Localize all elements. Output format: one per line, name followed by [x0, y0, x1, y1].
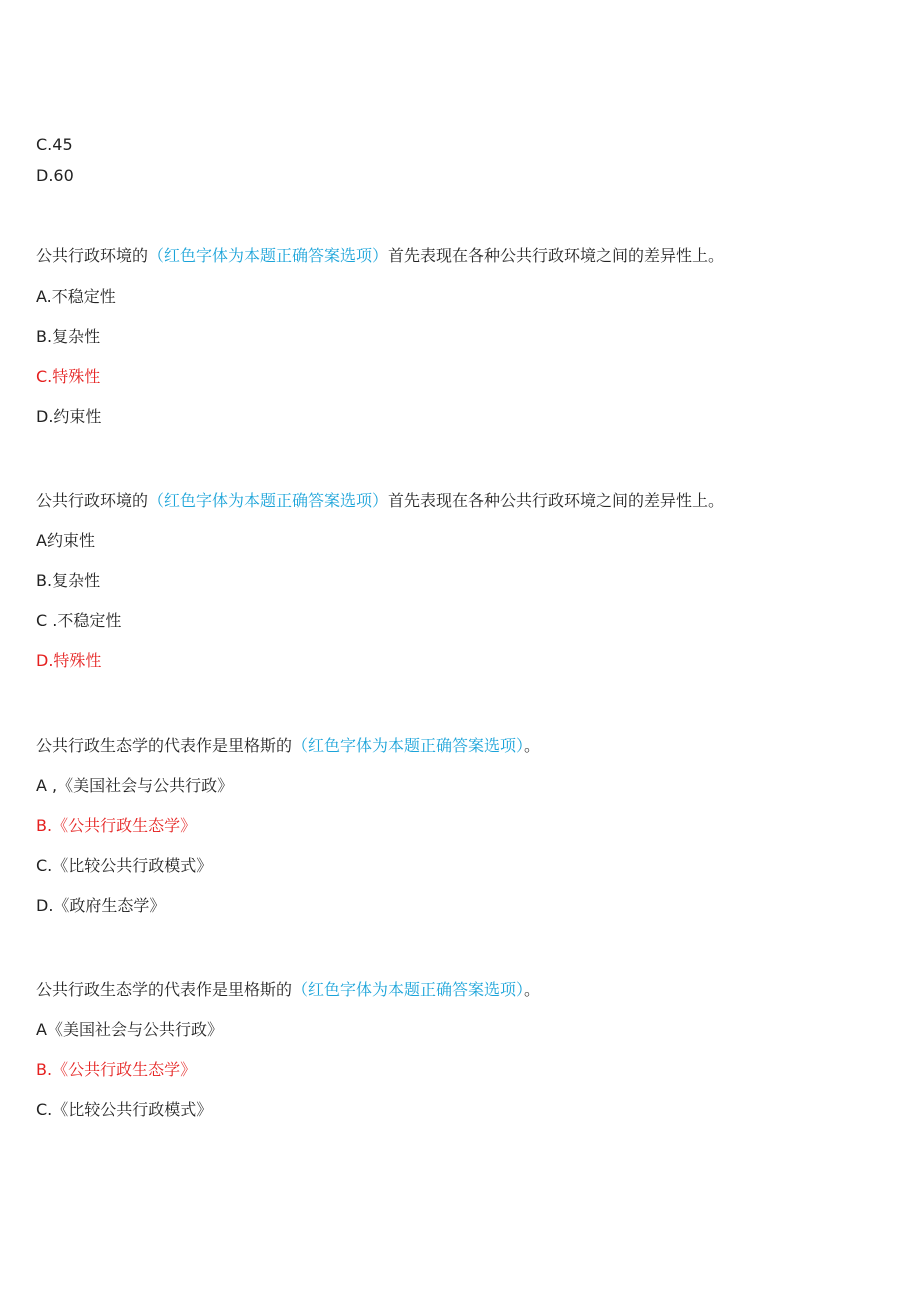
question-4-stem-after: 。 — [524, 980, 541, 999]
question-2-option-c: C .不稳定性 — [36, 611, 122, 630]
question-1-stem-before: 公共行政环境的 — [36, 246, 149, 265]
option-c-prev: C.45 — [36, 135, 73, 154]
question-2-option-a: A约束性 — [36, 531, 95, 550]
question-4-stem-before: 公共行政生态学的代表作是里格斯的 — [36, 980, 293, 999]
question-2-hint: （红色字体为本题正确答案选项） — [148, 491, 389, 510]
question-4-option-b-correct: B.《公共行政生态学》 — [36, 1060, 197, 1079]
question-1-hint: （红色字体为本题正确答案选项） — [148, 246, 389, 265]
question-2-option-b: B.复杂性 — [36, 571, 101, 590]
question-4-option-a: A《美国社会与公共行政》 — [36, 1020, 223, 1039]
question-1-option-d: D.约束性 — [36, 407, 102, 426]
question-2-stem-after: 首先表现在各种公共行政环境之间的差异性上。 — [388, 491, 725, 510]
question-3-hint: （红色字体为本题正确答案选项） — [292, 736, 525, 755]
question-3-option-c: C.《比较公共行政模式》 — [36, 856, 213, 875]
question-1-stem — [36, 246, 724, 266]
question-2-option-d-correct: D.特殊性 — [36, 651, 102, 670]
question-2-stem — [36, 491, 724, 511]
question-3-option-b-correct: B.《公共行政生态学》 — [36, 816, 197, 835]
question-1-option-b: B.复杂性 — [36, 327, 101, 346]
question-1-option-a: A.不稳定性 — [36, 287, 116, 306]
question-3-stem — [36, 736, 540, 756]
question-4-hint: （红色字体为本题正确答案选项） — [292, 980, 525, 999]
question-1-stem-after: 首先表现在各种公共行政环境之间的差异性上。 — [388, 246, 725, 265]
question-3-option-d: D.《政府生态学》 — [36, 896, 166, 915]
option-d-prev: D.60 — [36, 166, 74, 185]
question-4-option-c: C.《比较公共行政模式》 — [36, 1100, 213, 1119]
question-3-stem-after: 。 — [524, 736, 541, 755]
question-1-option-c-correct: C.特殊性 — [36, 367, 101, 386]
question-2-stem-before: 公共行政环境的 — [36, 491, 149, 510]
question-3-stem-before: 公共行政生态学的代表作是里格斯的 — [36, 736, 293, 755]
question-4-stem — [36, 980, 540, 1000]
question-3-option-a: A ,《美国社会与公共行政》 — [36, 776, 234, 795]
